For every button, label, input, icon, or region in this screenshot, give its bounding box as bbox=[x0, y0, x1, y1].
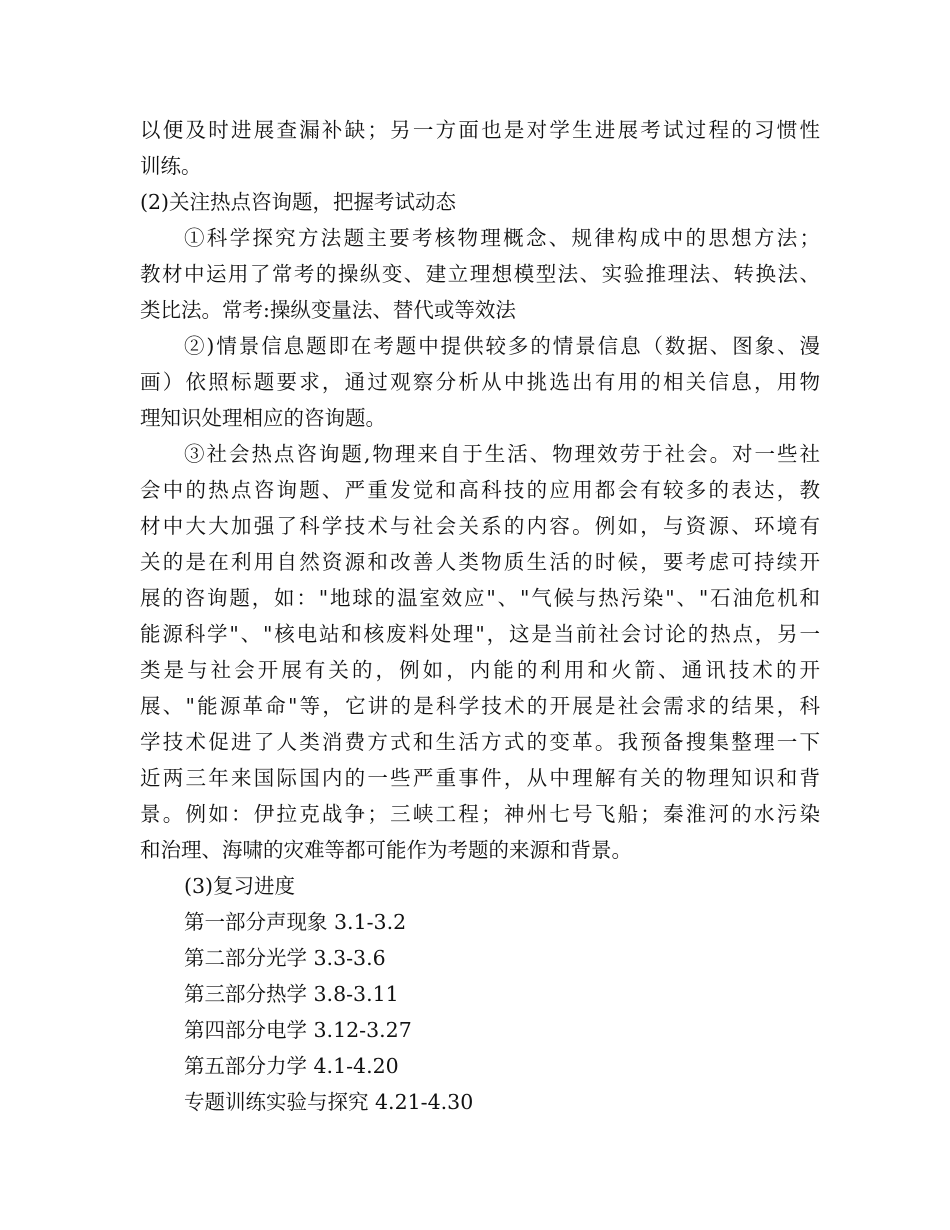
text-line: 理知识处理相应的咨询题。 bbox=[140, 406, 386, 430]
schedule-item: 第二部分光学 3.3-3.6 bbox=[184, 946, 386, 970]
schedule-item: 第四部分电学 3.12-3.27 bbox=[184, 1018, 412, 1042]
text-line: 训练。 bbox=[140, 154, 202, 178]
text-line: ①科学探究方法题主要考核物理概念、规律构成中的思想方法； bbox=[184, 226, 820, 250]
schedule-item: 专题训练实验与探究 4.21-4.30 bbox=[184, 1090, 474, 1114]
section-heading: (2)关注热点咨询题，把握考试动态 bbox=[140, 190, 457, 214]
schedule-item: 第三部分热学 3.8-3.11 bbox=[184, 982, 399, 1006]
text-line: 类比法。常考:操纵变量法、替代或等效法 bbox=[140, 298, 516, 322]
text-line: 景。例如：伊拉克战争；三峡工程；神州七号飞船；秦淮河的水污染 bbox=[140, 802, 820, 826]
text-line: 材中大大加强了科学技术与社会关系的内容。例如，与资源、环境有 bbox=[140, 514, 820, 538]
text-line: 学技术促进了人类消费方式和生活方式的变革。我预备搜集整理一下 bbox=[140, 730, 820, 754]
text-line: 展、"能源革命"等，它讲的是科学技术的开展是社会需求的结果，科 bbox=[140, 694, 820, 718]
text-line: 和治理、海啸的灾难等都可能作为考题的来源和背景。 bbox=[140, 838, 632, 862]
schedule-item: 第一部分声现象 3.1-3.2 bbox=[184, 910, 407, 934]
text-line: 关的是在利用自然资源和改善人类物质生活的时候，要考虑可持续开 bbox=[140, 550, 820, 574]
text-line: 展的咨询题，如："地球的温室效应"、"气候与热污染"、"石油危机和 bbox=[140, 586, 820, 610]
text-line: 画）依照标题要求，通过观察分析从中挑选出有用的相关信息，用物 bbox=[140, 370, 820, 394]
text-line: ②)情景信息题即在考题中提供较多的情景信息（数据、图象、漫 bbox=[184, 334, 820, 358]
text-line: ③社会热点咨询题,物理来自于生活、物理效劳于社会。对一些社 bbox=[184, 442, 820, 466]
text-line: 近两三年来国际国内的一些严重事件，从中理解有关的物理知识和背 bbox=[140, 766, 820, 790]
text-line: 教材中运用了常考的操纵变、建立理想模型法、实验推理法、转换法、 bbox=[140, 262, 820, 286]
schedule-item: 第五部分力学 4.1-4.20 bbox=[184, 1054, 399, 1078]
section-heading: (3)复习进度 bbox=[184, 874, 296, 898]
text-line: 会中的热点咨询题、严重发觉和高科技的应用都会有较多的表达，教 bbox=[140, 478, 820, 502]
document-body bbox=[140, 112, 820, 1120]
text-line: 类是与社会开展有关的，例如，内能的利用和火箭、通讯技术的开 bbox=[140, 658, 820, 682]
text-line: 能源科学"、"核电站和核废料处理"，这是当前社会讨论的热点，另一 bbox=[140, 622, 820, 646]
text-line: 以便及时进展查漏补缺；另一方面也是对学生进展考试过程的习惯性 bbox=[140, 118, 820, 142]
